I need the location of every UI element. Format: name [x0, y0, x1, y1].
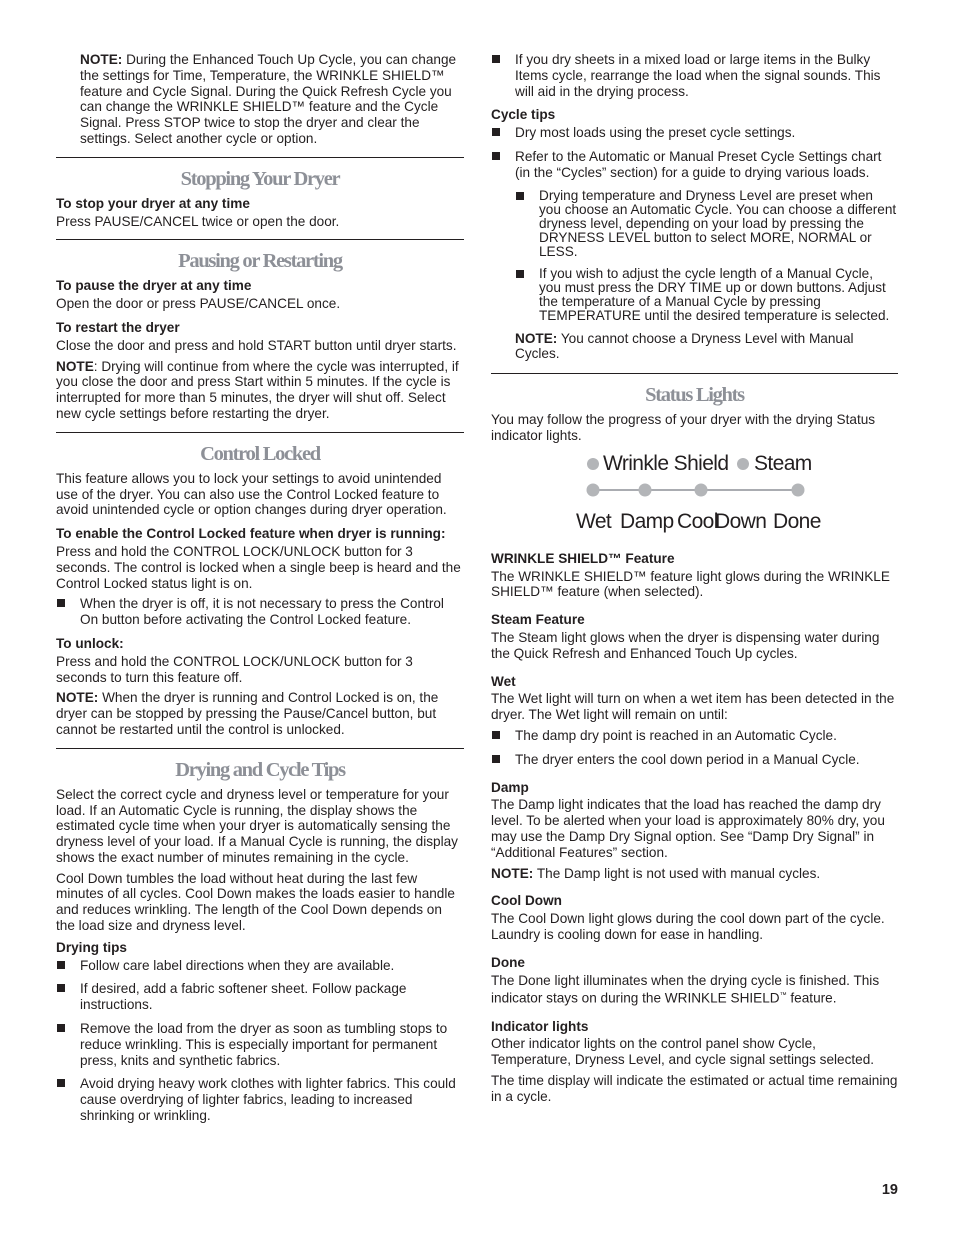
list-item: The dryer enters the cool down period in a Manual Cycle.: [491, 752, 898, 768]
list-item: Drying temperature and Dryness Level are preset when you choose an Automatic Cycle. You can choose a different dryness level, depending on your load by pressing the DRYNESS LEVEL button to select MORE, NORMAL or LESS.: [515, 189, 898, 259]
note-cycles: NOTE: You cannot choose a Dryness Level with Manual Cycles.: [515, 330, 854, 362]
text-cool-down: The Cool Down light glows during the cool down part of the cycle. Laundry is cooling down for ease in handling.: [491, 911, 885, 942]
done-light-icon: [792, 483, 805, 496]
down-label: Down: [715, 509, 767, 533]
text-control-intro: This feature allows you to lock your settings to avoid unintended use of the dryer. You can also use the Control Locked feature to avoid unintended cycle or option changes during dryer operation.: [56, 470, 447, 518]
bullet-square-icon: [516, 192, 524, 200]
section-divider: [56, 748, 464, 749]
bullet-square-icon: [492, 731, 500, 739]
heading-drying-tips: Drying and Cycle Tips: [175, 758, 345, 781]
list-cycle-tips: [491, 125, 898, 180]
wet-light-icon: [587, 483, 600, 496]
bullet-square-icon: [57, 984, 65, 992]
section-divider: [491, 373, 898, 374]
damp-light-icon: [639, 483, 652, 496]
sub-drying-tips: Drying tips: [56, 939, 127, 955]
list-item: Remove the load from the dryer as soon as tumbling stops to reduce wrinkling. This is especially important for permanent press, knits and synthetic fabrics.: [56, 1021, 464, 1068]
list-item: Dry most loads using the preset cycle settings.: [491, 125, 898, 141]
list-item: Avoid drying heavy work clothes with lighter fabrics. This could cause overdrying of lighter fabrics, leading to increased shrinking or wrinkling.: [56, 1076, 464, 1123]
steam-label: Steam: [754, 451, 812, 475]
section-divider: [56, 239, 464, 240]
bullet-square-icon: [57, 1024, 65, 1032]
text-wrinkle-shield: The WRINKLE SHIELD™ feature light glows during the WRINKLE SHIELD™ feature (when selected).: [491, 568, 890, 600]
sub-wrinkle-shield: WRINKLE SHIELD™ Feature: [491, 550, 675, 566]
page-number: 19: [881, 1182, 898, 1198]
bullet-square-icon: [492, 55, 500, 63]
bullet-square-icon: [57, 599, 65, 607]
bullet-square-icon: [492, 128, 500, 136]
wrinkle-shield-light-icon: [587, 458, 599, 470]
note-damp: NOTE: The Damp light is not used with manual cycles.: [491, 865, 821, 881]
done-label: Done: [773, 509, 821, 533]
sub-cool-down: Cool Down: [491, 893, 562, 909]
text-damp: The Damp light indicates that the load has reached the damp dry level. To be alerted when your load is approximately 80% dry, you may use the Damp Dry Signal option. See “Damp Dry Signal” in “Additional Features” section.: [491, 797, 885, 860]
list-item: The damp dry point is reached in an Automatic Cycle.: [491, 728, 898, 744]
bullet-square-icon: [57, 1079, 65, 1087]
text-steam: The Steam light glows when the dryer is dispensing water during the Quick Refresh and Enhanced Touch Up cycles.: [491, 629, 880, 661]
note-unlock: NOTE: When the dryer is running and Control Locked is on, the dryer can be stopped by pressing the Pause/Cancel button, but cannot be restarted until the control is unlocked.: [56, 690, 439, 737]
left-column: [56, 52, 464, 1132]
sub-steam: Steam Feature: [491, 612, 585, 628]
list-item: If you dry sheets in a mixed load or large items in the Bulky Items cycle, rearrange the load when the signal sounds. This will aid in the drying process.: [491, 52, 898, 99]
sub-enable-lock: To enable the Control Locked feature when dryer is running:: [56, 526, 446, 542]
sub-cycle-tips: Cycle tips: [491, 107, 556, 123]
sub-done: Done: [491, 954, 525, 970]
sub-damp: Damp: [491, 779, 529, 795]
damp-label: Damp: [620, 509, 674, 533]
heading-control-locked: Control Locked: [200, 442, 320, 465]
list-item: Follow care label directions when they are available.: [56, 958, 464, 974]
list-item: If you wish to adjust the cycle length of a Manual Cycle, you must press the DRY TIME up or down buttons. Adjust the temperature of a Manual Cycle by pressing TEMPERATURE until the desired temperature is selected.: [515, 267, 898, 323]
intro-note: NOTE: During the Enhanced Touch Up Cycle, you can change the settings for Time, Temperature, the WRINKLE SHIELD™ feature and Cycle Signal. During the Quick Refresh Cycle you can change the WRINKLE SHIELD™ feature and the Cycle Signal. Press STOP twice to stop the dryer and clear the settings. Select another cycle or option.: [80, 52, 457, 146]
text-drying-2: Cool Down tumbles the load without heat during the last few minutes of all cycles. Cool Down makes the loads easier to handle and reduces wrinkling. The length of the Cool Down depends on the load size and dryness level.: [56, 870, 455, 934]
list-cycle-subtips: [491, 189, 898, 323]
text-indicator-1: Other indicator lights on the control panel show Cycle, Temperature, Dryness Level, and cycle signal settings selected.: [491, 1036, 875, 1068]
bullet-square-icon: [516, 270, 524, 278]
list-item: If desired, add a fabric softener sheet. Follow package instructions.: [56, 981, 464, 1013]
text-restart: Close the door and press and hold START button until dryer starts.: [56, 337, 457, 353]
text-stop: Press PAUSE/CANCEL twice or open the door.: [56, 213, 340, 229]
text-pause: Open the door or press PAUSE/CANCEL once.: [56, 296, 341, 312]
sub-pause: To pause the dryer at any time: [56, 278, 252, 294]
list-control: [56, 596, 464, 628]
text-wet: The Wet light will turn on when a wet item has been detected in the dryer. The Wet light will remain on until:: [491, 691, 895, 723]
sub-wet: Wet: [491, 673, 516, 689]
right-column: [491, 52, 898, 1110]
wrinkle-shield-label: Wrinkle Shield: [603, 451, 729, 475]
text-indicator-2: The time display will indicate the estimated or actual time remaining in a cycle.: [491, 1073, 898, 1104]
list-top: [491, 52, 898, 99]
cool-label: Cool: [677, 509, 718, 533]
list-wet: [491, 728, 898, 768]
wet-label: Wet: [576, 509, 612, 533]
section-divider: [56, 432, 464, 433]
bullet-square-icon: [492, 755, 500, 763]
steam-light-icon: [737, 458, 749, 470]
sub-indicator-lights: Indicator lights: [491, 1018, 589, 1034]
section-divider: [56, 157, 464, 158]
list-item: When the dryer is off, it is not necessary to press the Control On button before activating the Control Locked feature.: [56, 596, 464, 628]
cool-down-light-icon: [695, 483, 708, 496]
heading-status-lights: Status Lights: [645, 384, 744, 407]
bullet-square-icon: [57, 961, 65, 969]
heading-stopping: Stopping Your Dryer: [180, 167, 340, 190]
text-drying-1: Select the correct cycle and dryness level or temperature for your load. If an Automatic Cycle is running, the display shows the estimated cycle time when your dryer is automatically sensing the dryness level of your load. If a Manual Cycle is running, the display shows the exact number of minutes remaining in the cycle.: [56, 786, 458, 865]
text-unlock: Press and hold the CONTROL LOCK/UNLOCK button for 3 seconds to turn this feature off.: [56, 653, 413, 685]
list-item: Refer to the Automatic or Manual Preset Cycle Settings chart (in the “Cycles” section) for a guide to drying various loads.: [491, 149, 898, 181]
text-status-intro: You may follow the progress of your dryer with the drying Status indicator lights.: [491, 412, 876, 443]
sub-unlock: To unlock:: [56, 635, 124, 651]
text-enable-lock: Press and hold the CONTROL LOCK/UNLOCK button for 3 seconds. The control is locked when a single beep is heard and the Control Locked status light is on.: [56, 543, 461, 591]
note-restart: NOTE: Drying will continue from where the cycle was interrupted, if you close the door and press Start within 5 minutes. If the cycle is interrupted for more than 5 minutes, the dryer will shut off. Select new cycle settings before restarting the dryer.: [56, 358, 459, 421]
sub-restart: To restart the dryer: [56, 319, 180, 335]
heading-pausing: Pausing or Restarting: [178, 250, 342, 273]
sub-stop: To stop your dryer at any time: [56, 195, 250, 211]
bullet-square-icon: [492, 152, 500, 160]
status-lights-panel: [491, 451, 898, 539]
list-drying-tips: [56, 958, 464, 1124]
text-done: The Done light illuminates when the drying cycle is finished. This indicator stays on during the WRINKLE SHIELD™ feature.: [491, 972, 880, 1006]
